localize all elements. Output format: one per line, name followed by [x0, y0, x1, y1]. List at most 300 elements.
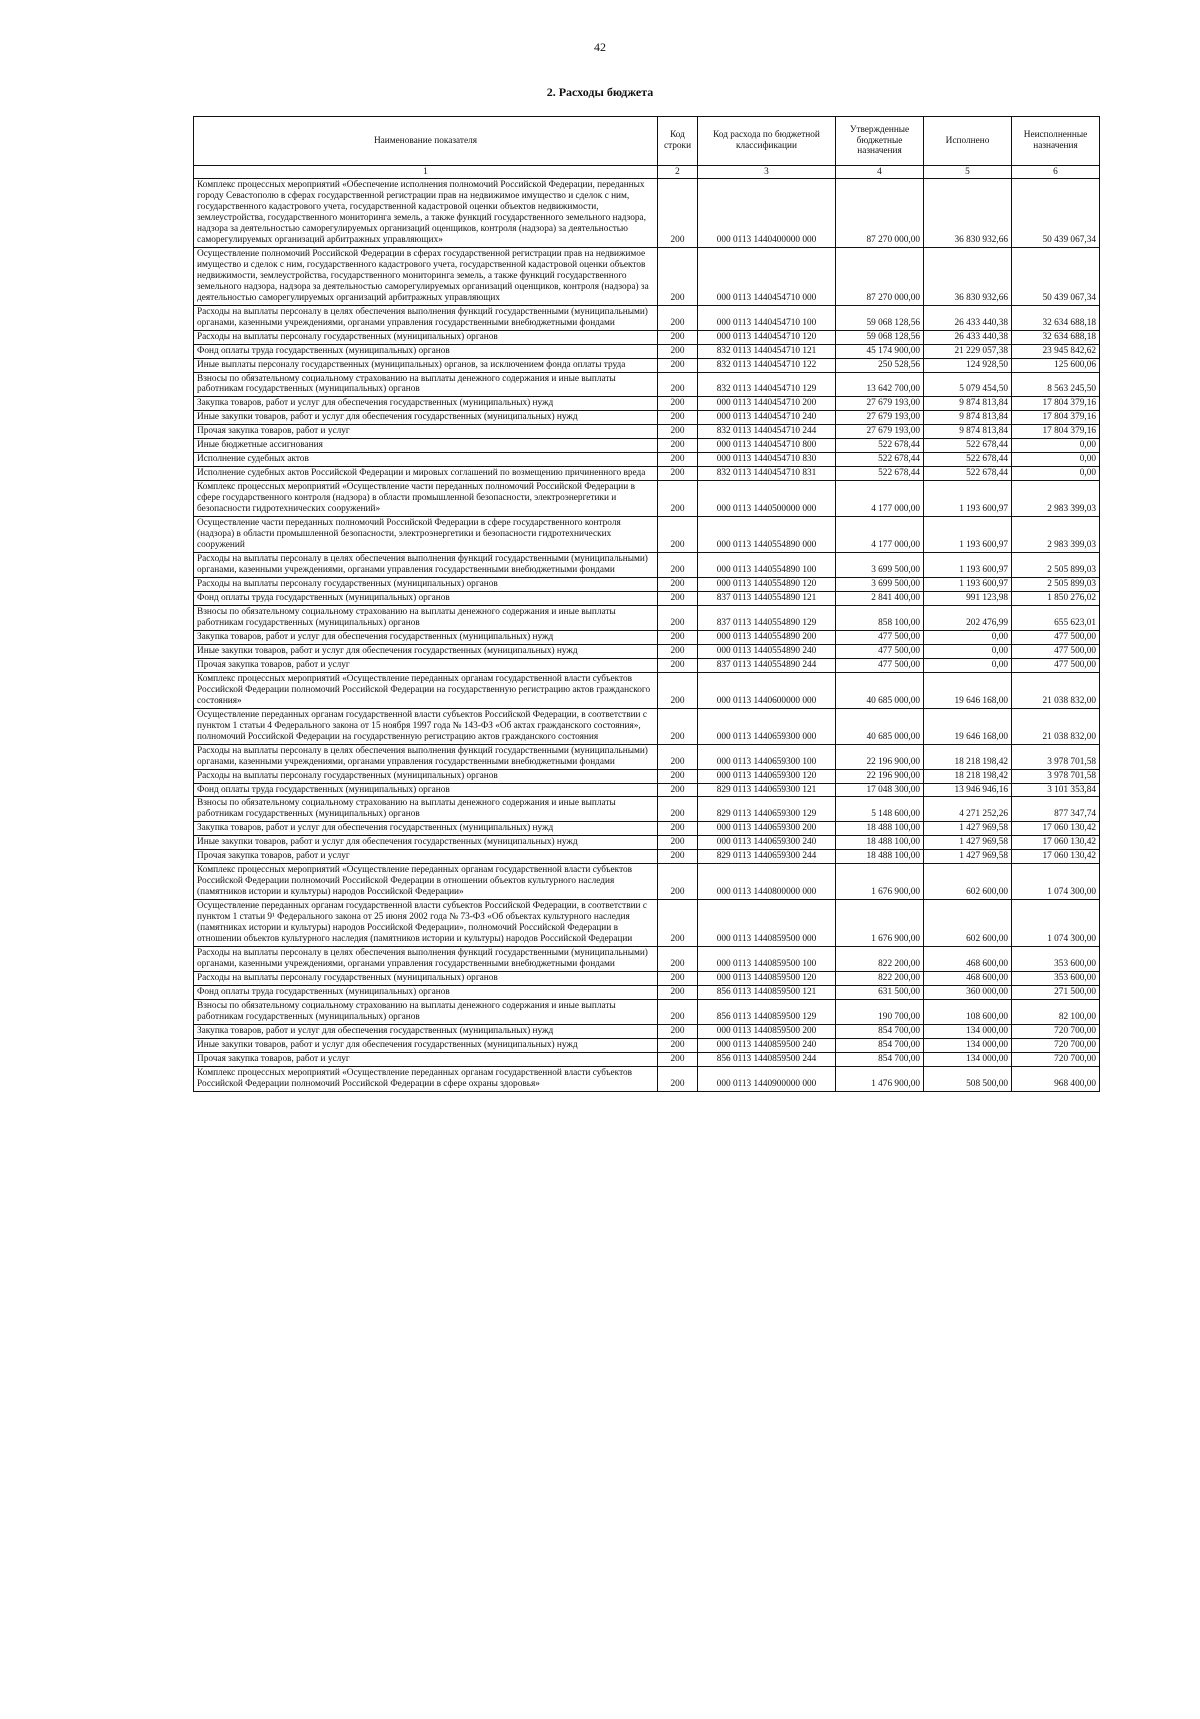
table-row	[194, 972, 1100, 986]
table-row	[194, 330, 1100, 344]
row-budget-code: 856 0113 1440859500 129	[698, 999, 836, 1024]
row-name: Иные бюджетные ассигнования	[194, 439, 658, 453]
row-executed: 1 427 969,58	[924, 836, 1012, 850]
row-executed: 202 476,99	[924, 605, 1012, 630]
table-row	[194, 411, 1100, 425]
row-budget-code: 837 0113 1440554890 121	[698, 591, 836, 605]
row-budget-code: 000 0113 1440859500 200	[698, 1024, 836, 1038]
row-line-code: 200	[658, 1024, 698, 1038]
header-name: Наименование показателя	[194, 117, 658, 166]
row-unexecuted: 477 500,00	[1012, 630, 1100, 644]
table-row	[194, 708, 1100, 744]
row-executed: 1 193 600,97	[924, 517, 1012, 553]
row-budget-code: 000 0113 1440554890 120	[698, 578, 836, 592]
row-name: Фонд оплаты труда государственных (муниципальных) органов	[194, 591, 658, 605]
row-approved: 4 177 000,00	[836, 517, 924, 553]
row-budget-code: 000 0113 1440454710 200	[698, 397, 836, 411]
table-body	[194, 179, 1100, 1092]
row-unexecuted: 17 804 379,16	[1012, 397, 1100, 411]
table-row	[194, 1066, 1100, 1091]
row-approved: 22 196 900,00	[836, 769, 924, 783]
row-executed: 36 830 932,66	[924, 179, 1012, 248]
row-unexecuted: 32 634 688,18	[1012, 305, 1100, 330]
row-unexecuted: 3 978 701,58	[1012, 769, 1100, 783]
row-approved: 22 196 900,00	[836, 744, 924, 769]
row-approved: 40 685 000,00	[836, 672, 924, 708]
row-name: Расходы на выплаты персоналу государственных (муниципальных) органов	[194, 330, 658, 344]
row-executed: 1 427 969,58	[924, 822, 1012, 836]
row-line-code: 200	[658, 453, 698, 467]
row-executed: 508 500,00	[924, 1066, 1012, 1091]
row-budget-code: 832 0113 1440454710 122	[698, 358, 836, 372]
row-line-code: 200	[658, 947, 698, 972]
row-name: Взносы по обязательному социальному страхованию на выплаты денежного содержания и иные выплаты работникам государственных (муниципальных) органов	[194, 605, 658, 630]
row-line-code: 200	[658, 1052, 698, 1066]
row-unexecuted: 2 505 899,03	[1012, 553, 1100, 578]
row-executed: 1 193 600,97	[924, 481, 1012, 517]
row-executed: 602 600,00	[924, 864, 1012, 900]
row-unexecuted: 17 804 379,16	[1012, 425, 1100, 439]
column-number: 1	[194, 166, 658, 179]
row-name: Иные закупки товаров, работ и услуг для обеспечения государственных (муниципальных) нужд	[194, 836, 658, 850]
row-name: Закупка товаров, работ и услуг для обеспечения государственных (муниципальных) нужд	[194, 397, 658, 411]
row-line-code: 200	[658, 972, 698, 986]
row-approved: 3 699 500,00	[836, 578, 924, 592]
row-budget-code: 000 0113 1440859500 100	[698, 947, 836, 972]
column-number: 6	[1012, 166, 1100, 179]
row-approved: 250 528,56	[836, 358, 924, 372]
row-line-code: 200	[658, 439, 698, 453]
table-row	[194, 947, 1100, 972]
row-budget-code: 000 0113 1440500000 000	[698, 481, 836, 517]
row-name: Исполнение судебных актов Российской Федерации и мировых соглашений по возмещению причиненного вреда	[194, 467, 658, 481]
row-unexecuted: 17 060 130,42	[1012, 850, 1100, 864]
row-budget-code: 856 0113 1440859500 121	[698, 986, 836, 1000]
row-approved: 18 488 100,00	[836, 822, 924, 836]
row-budget-code: 000 0113 1440454710 800	[698, 439, 836, 453]
row-unexecuted: 0,00	[1012, 439, 1100, 453]
table-row	[194, 179, 1100, 248]
row-unexecuted: 353 600,00	[1012, 947, 1100, 972]
row-executed: 9 874 813,84	[924, 397, 1012, 411]
table-row	[194, 783, 1100, 797]
row-name: Расходы на выплаты персоналу в целях обеспечения выполнения функций государственными (муниципальными) органами, казенными учреждениями, органами управления государственными внебюджетными фондами	[194, 553, 658, 578]
row-executed: 468 600,00	[924, 947, 1012, 972]
row-executed: 134 000,00	[924, 1024, 1012, 1038]
row-line-code: 200	[658, 744, 698, 769]
row-approved: 854 700,00	[836, 1052, 924, 1066]
row-budget-code: 000 0113 1440600000 000	[698, 672, 836, 708]
row-line-code: 200	[658, 517, 698, 553]
row-name: Комплекс процессных мероприятий «Осуществление части переданных полномочий Российской Федерации в сфере государственного контроля (надзора) в области промышленной безопасности, электроэнергетики и безопасности гидротехнических сооружений»	[194, 481, 658, 517]
row-budget-code: 000 0113 1440659300 200	[698, 822, 836, 836]
row-approved: 854 700,00	[836, 1024, 924, 1038]
table-row	[194, 344, 1100, 358]
table-row	[194, 658, 1100, 672]
row-unexecuted: 0,00	[1012, 467, 1100, 481]
row-executed: 522 678,44	[924, 467, 1012, 481]
column-number: 3	[698, 166, 836, 179]
row-line-code: 200	[658, 425, 698, 439]
row-unexecuted: 2 983 399,03	[1012, 481, 1100, 517]
row-approved: 631 500,00	[836, 986, 924, 1000]
row-name: Прочая закупка товаров, работ и услуг	[194, 658, 658, 672]
row-approved: 18 488 100,00	[836, 836, 924, 850]
row-approved: 59 068 128,56	[836, 305, 924, 330]
row-unexecuted: 82 100,00	[1012, 999, 1100, 1024]
row-line-code: 200	[658, 644, 698, 658]
row-executed: 124 928,50	[924, 358, 1012, 372]
row-budget-code: 000 0113 1440554890 000	[698, 517, 836, 553]
row-line-code: 200	[658, 605, 698, 630]
row-line-code: 200	[658, 864, 698, 900]
row-budget-code: 000 0113 1440659300 100	[698, 744, 836, 769]
row-unexecuted: 23 945 842,62	[1012, 344, 1100, 358]
page-number: 42	[594, 40, 606, 54]
table-row	[194, 1038, 1100, 1052]
row-unexecuted: 877 347,74	[1012, 797, 1100, 822]
row-approved: 13 642 700,00	[836, 372, 924, 397]
row-budget-code: 000 0113 1440800000 000	[698, 864, 836, 900]
row-name: Иные выплаты персоналу государственных (муниципальных) органов, за исключением фонда оплаты труда	[194, 358, 658, 372]
row-approved: 40 685 000,00	[836, 708, 924, 744]
row-line-code: 200	[658, 672, 698, 708]
row-name: Прочая закупка товаров, работ и услуг	[194, 850, 658, 864]
row-approved: 477 500,00	[836, 644, 924, 658]
row-approved: 1 476 900,00	[836, 1066, 924, 1091]
row-executed: 26 433 440,38	[924, 330, 1012, 344]
table-row	[194, 644, 1100, 658]
table-row	[194, 986, 1100, 1000]
row-budget-code: 000 0113 1440900000 000	[698, 1066, 836, 1091]
table-row	[194, 578, 1100, 592]
row-executed: 134 000,00	[924, 1052, 1012, 1066]
row-name: Комплекс процессных мероприятий «Осуществление переданных органам государственной власти субъектов Российской Федерации полномочий Российской Федерации на государственную регистрацию актов гражданского состояния»	[194, 672, 658, 708]
row-name: Взносы по обязательному социальному страхованию на выплаты денежного содержания и иные выплаты работникам государственных (муниципальных) органов	[194, 372, 658, 397]
row-executed: 13 946 946,16	[924, 783, 1012, 797]
row-line-code: 200	[658, 179, 698, 248]
row-executed: 108 600,00	[924, 999, 1012, 1024]
header-approved: Утвержденные бюджетные назначения	[836, 117, 924, 166]
row-budget-code: 000 0113 1440659300 240	[698, 836, 836, 850]
row-approved: 2 841 400,00	[836, 591, 924, 605]
row-line-code: 200	[658, 769, 698, 783]
row-name: Осуществление переданных органам государственной власти субъектов Российской Федерации, в соответствии с пунктом 1 статьи 9¹ Федерального закона от 25 июня 2002 года № 73-ФЗ «Об объектах культурного наследия (памятниках истории и культуры) народов Российской Федерации», полномочий Российской Федерации в отношении объектов культурного наследия (памятников истории и культуры) народов Российской Федерации	[194, 900, 658, 947]
row-approved: 18 488 100,00	[836, 850, 924, 864]
table-row	[194, 836, 1100, 850]
row-line-code: 200	[658, 305, 698, 330]
row-executed: 1 427 969,58	[924, 850, 1012, 864]
row-budget-code: 829 0113 1440659300 129	[698, 797, 836, 822]
row-approved: 858 100,00	[836, 605, 924, 630]
row-unexecuted: 3 101 353,84	[1012, 783, 1100, 797]
row-line-code: 200	[658, 986, 698, 1000]
row-unexecuted: 655 623,01	[1012, 605, 1100, 630]
row-executed: 0,00	[924, 630, 1012, 644]
row-unexecuted: 720 700,00	[1012, 1038, 1100, 1052]
row-budget-code: 832 0113 1440454710 244	[698, 425, 836, 439]
row-approved: 3 699 500,00	[836, 553, 924, 578]
row-line-code: 200	[658, 247, 698, 305]
row-executed: 9 874 813,84	[924, 425, 1012, 439]
row-executed: 21 229 057,38	[924, 344, 1012, 358]
row-budget-code: 000 0113 1440659300 120	[698, 769, 836, 783]
header-executed: Исполнено	[924, 117, 1012, 166]
row-executed: 0,00	[924, 658, 1012, 672]
row-unexecuted: 17 060 130,42	[1012, 822, 1100, 836]
row-name: Фонд оплаты труда государственных (муниципальных) органов	[194, 344, 658, 358]
row-line-code: 200	[658, 411, 698, 425]
row-executed: 991 123,98	[924, 591, 1012, 605]
column-number: 4	[836, 166, 924, 179]
table-row	[194, 630, 1100, 644]
row-budget-code: 000 0113 1440859500 240	[698, 1038, 836, 1052]
table-row	[194, 1024, 1100, 1038]
row-line-code: 200	[658, 999, 698, 1024]
row-executed: 522 678,44	[924, 453, 1012, 467]
row-line-code: 200	[658, 358, 698, 372]
row-approved: 27 679 193,00	[836, 397, 924, 411]
row-approved: 190 700,00	[836, 999, 924, 1024]
row-name: Комплекс процессных мероприятий «Осуществление переданных органам государственной власти субъектов Российской Федерации полномочий Российской Федерации в сфере охраны здоровья»	[194, 1066, 658, 1091]
table-row	[194, 850, 1100, 864]
row-executed: 468 600,00	[924, 972, 1012, 986]
row-line-code: 200	[658, 578, 698, 592]
row-line-code: 200	[658, 397, 698, 411]
table-row	[194, 358, 1100, 372]
row-approved: 522 678,44	[836, 439, 924, 453]
row-executed: 26 433 440,38	[924, 305, 1012, 330]
table-row	[194, 900, 1100, 947]
row-budget-code: 832 0113 1440454710 129	[698, 372, 836, 397]
row-budget-code: 000 0113 1440454710 240	[698, 411, 836, 425]
row-executed: 522 678,44	[924, 439, 1012, 453]
row-name: Расходы на выплаты персоналу государственных (муниципальных) органов	[194, 769, 658, 783]
row-unexecuted: 3 978 701,58	[1012, 744, 1100, 769]
header-line-code: Код строки	[658, 117, 698, 166]
table-row	[194, 999, 1100, 1024]
row-line-code: 200	[658, 836, 698, 850]
row-line-code: 200	[658, 344, 698, 358]
row-budget-code: 829 0113 1440659300 244	[698, 850, 836, 864]
row-approved: 854 700,00	[836, 1038, 924, 1052]
row-budget-code: 000 0113 1440454710 120	[698, 330, 836, 344]
row-unexecuted: 271 500,00	[1012, 986, 1100, 1000]
row-unexecuted: 968 400,00	[1012, 1066, 1100, 1091]
row-approved: 87 270 000,00	[836, 179, 924, 248]
row-name: Расходы на выплаты персоналу в целях обеспечения выполнения функций государственными (муниципальными) органами, казенными учреждениями, органами управления государственными внебюджетными фондами	[194, 305, 658, 330]
row-approved: 822 200,00	[836, 972, 924, 986]
row-unexecuted: 1 074 300,00	[1012, 900, 1100, 947]
row-approved: 477 500,00	[836, 630, 924, 644]
row-line-code: 200	[658, 630, 698, 644]
header-unexecuted: Неисполненные назначения	[1012, 117, 1100, 166]
row-name: Закупка товаров, работ и услуг для обеспечения государственных (муниципальных) нужд	[194, 1024, 658, 1038]
table-row	[194, 425, 1100, 439]
row-unexecuted: 32 634 688,18	[1012, 330, 1100, 344]
table-row	[194, 744, 1100, 769]
table-row	[194, 247, 1100, 305]
table-row	[194, 822, 1100, 836]
row-name: Фонд оплаты труда государственных (муниципальных) органов	[194, 986, 658, 1000]
row-budget-code: 832 0113 1440454710 121	[698, 344, 836, 358]
row-name: Прочая закупка товаров, работ и услуг	[194, 1052, 658, 1066]
table-row	[194, 305, 1100, 330]
row-executed: 18 218 198,42	[924, 744, 1012, 769]
table-row	[194, 397, 1100, 411]
row-budget-code: 000 0113 1440454710 000	[698, 247, 836, 305]
row-line-code: 200	[658, 822, 698, 836]
row-name: Осуществление части переданных полномочий Российской Федерации в сфере государственного контроля (надзора) в области промышленной безопасности, электроэнергетики и безопасности гидротехнических сооружений	[194, 517, 658, 553]
row-name: Комплекс процессных мероприятий «Обеспечение исполнения полномочий Российской Федерации, переданных городу Севастополю в сферах государственной регистрации прав на недвижимое имущество и сделок с ним, государственного кадастрового учета, государственной кадастровой оценки объектов недвижимости, землеустройства, государственного мониторинга земель, а также функций государственного земельного надзора, надзора за деятельностью саморегулируемых организаций оценщиков, контроля (надзора) за деятельностью саморегулируемых организаций арбитражных управляющих»	[194, 179, 658, 248]
row-budget-code: 000 0113 1440454710 100	[698, 305, 836, 330]
row-name: Закупка товаров, работ и услуг для обеспечения государственных (муниципальных) нужд	[194, 630, 658, 644]
row-unexecuted: 477 500,00	[1012, 658, 1100, 672]
section-title: 2. Расходы бюджета	[546, 85, 654, 99]
table-row	[194, 797, 1100, 822]
row-executed: 19 646 168,00	[924, 672, 1012, 708]
row-unexecuted: 17 804 379,16	[1012, 411, 1100, 425]
row-approved: 5 148 600,00	[836, 797, 924, 822]
row-unexecuted: 1 074 300,00	[1012, 864, 1100, 900]
table-row	[194, 864, 1100, 900]
row-line-code: 200	[658, 900, 698, 947]
row-budget-code: 000 0113 1440554890 240	[698, 644, 836, 658]
row-executed: 602 600,00	[924, 900, 1012, 947]
row-budget-code: 837 0113 1440554890 129	[698, 605, 836, 630]
row-unexecuted: 50 439 067,34	[1012, 247, 1100, 305]
row-name: Иные закупки товаров, работ и услуг для обеспечения государственных (муниципальных) нужд	[194, 1038, 658, 1052]
row-executed: 36 830 932,66	[924, 247, 1012, 305]
row-line-code: 200	[658, 330, 698, 344]
row-unexecuted: 353 600,00	[1012, 972, 1100, 986]
row-name: Расходы на выплаты персоналу государственных (муниципальных) органов	[194, 972, 658, 986]
header-budget-code: Код расхода по бюджетной классификации	[698, 117, 836, 166]
row-executed: 1 193 600,97	[924, 578, 1012, 592]
column-number: 2	[658, 166, 698, 179]
row-line-code: 200	[658, 481, 698, 517]
table-row	[194, 439, 1100, 453]
row-unexecuted: 2 505 899,03	[1012, 578, 1100, 592]
row-approved: 4 177 000,00	[836, 481, 924, 517]
table-row	[194, 769, 1100, 783]
row-approved: 1 676 900,00	[836, 864, 924, 900]
table-row	[194, 605, 1100, 630]
row-name: Расходы на выплаты персоналу государственных (муниципальных) органов	[194, 578, 658, 592]
row-name: Взносы по обязательному социальному страхованию на выплаты денежного содержания и иные выплаты работникам государственных (муниципальных) органов	[194, 999, 658, 1024]
table-row	[194, 481, 1100, 517]
row-unexecuted: 21 038 832,00	[1012, 672, 1100, 708]
row-approved: 17 048 300,00	[836, 783, 924, 797]
row-approved: 822 200,00	[836, 947, 924, 972]
table-row	[194, 467, 1100, 481]
table-row	[194, 672, 1100, 708]
row-unexecuted: 720 700,00	[1012, 1052, 1100, 1066]
row-name: Исполнение судебных актов	[194, 453, 658, 467]
row-executed: 9 874 813,84	[924, 411, 1012, 425]
budget-expenses-table	[193, 116, 1100, 1092]
row-unexecuted: 50 439 067,34	[1012, 179, 1100, 248]
row-unexecuted: 21 038 832,00	[1012, 708, 1100, 744]
row-line-code: 200	[658, 783, 698, 797]
row-line-code: 200	[658, 553, 698, 578]
row-name: Фонд оплаты труда государственных (муниципальных) органов	[194, 783, 658, 797]
row-approved: 477 500,00	[836, 658, 924, 672]
row-line-code: 200	[658, 372, 698, 397]
row-budget-code: 837 0113 1440554890 244	[698, 658, 836, 672]
row-unexecuted: 720 700,00	[1012, 1024, 1100, 1038]
row-budget-code: 000 0113 1440400000 000	[698, 179, 836, 248]
row-name: Иные закупки товаров, работ и услуг для обеспечения государственных (муниципальных) нужд	[194, 411, 658, 425]
row-executed: 19 646 168,00	[924, 708, 1012, 744]
row-budget-code: 856 0113 1440859500 244	[698, 1052, 836, 1066]
table-row	[194, 372, 1100, 397]
row-line-code: 200	[658, 591, 698, 605]
row-name: Прочая закупка товаров, работ и услуг	[194, 425, 658, 439]
row-executed: 18 218 198,42	[924, 769, 1012, 783]
table-row	[194, 1052, 1100, 1066]
row-budget-code: 000 0113 1440554890 100	[698, 553, 836, 578]
row-executed: 1 193 600,97	[924, 553, 1012, 578]
row-name: Осуществление переданных органам государственной власти субъектов Российской Федерации, в соответствии с пунктом 1 статьи 4 Федерального закона от 15 ноября 1997 года № 143-ФЗ «Об актах гражданского состояния», полномочий Российской Федерации на государственную регистрацию актов гражданского состояния	[194, 708, 658, 744]
row-name: Расходы на выплаты персоналу в целях обеспечения выполнения функций государственными (муниципальными) органами, казенными учреждениями, органами управления государственными внебюджетными фондами	[194, 744, 658, 769]
table-row	[194, 591, 1100, 605]
row-name: Комплекс процессных мероприятий «Осуществление переданных органам государственной власти субъектов Российской Федерации полномочий Российской Федерации в отношении объектов культурного наследия (памятников истории и культуры) народов Российской Федерации»	[194, 864, 658, 900]
row-line-code: 200	[658, 708, 698, 744]
row-approved: 1 676 900,00	[836, 900, 924, 947]
row-line-code: 200	[658, 1066, 698, 1091]
row-budget-code: 832 0113 1440454710 831	[698, 467, 836, 481]
table-row	[194, 517, 1100, 553]
row-approved: 27 679 193,00	[836, 411, 924, 425]
row-budget-code: 829 0113 1440659300 121	[698, 783, 836, 797]
row-line-code: 200	[658, 467, 698, 481]
row-approved: 27 679 193,00	[836, 425, 924, 439]
row-name: Осуществление полномочий Российской Федерации в сферах государственной регистрации прав на недвижимое имущество и сделок с ним, государственного кадастрового учета, государственной кадастровой оценки объектов недвижимости, землеустройства, государственного мониторинга земель, а также функций государственного земельного надзора, надзора за деятельностью саморегулируемых организаций оценщиков, контроля (надзора) за деятельностью саморегулируемых организаций арбитражных управляющих	[194, 247, 658, 305]
row-approved: 522 678,44	[836, 453, 924, 467]
row-budget-code: 000 0113 1440554890 200	[698, 630, 836, 644]
row-line-code: 200	[658, 658, 698, 672]
row-executed: 134 000,00	[924, 1038, 1012, 1052]
row-approved: 45 174 900,00	[836, 344, 924, 358]
row-unexecuted: 1 850 276,02	[1012, 591, 1100, 605]
row-unexecuted: 2 983 399,03	[1012, 517, 1100, 553]
table-row	[194, 453, 1100, 467]
row-line-code: 200	[658, 797, 698, 822]
row-unexecuted: 125 600,06	[1012, 358, 1100, 372]
table-header-row	[194, 117, 1100, 166]
row-name: Расходы на выплаты персоналу в целях обеспечения выполнения функций государственными (муниципальными) органами, казенными учреждениями, органами управления государственными внебюджетными фондами	[194, 947, 658, 972]
row-budget-code: 000 0113 1440859500 120	[698, 972, 836, 986]
row-budget-code: 000 0113 1440659300 000	[698, 708, 836, 744]
row-approved: 87 270 000,00	[836, 247, 924, 305]
row-name: Иные закупки товаров, работ и услуг для обеспечения государственных (муниципальных) нужд	[194, 644, 658, 658]
row-budget-code: 000 0113 1440859500 000	[698, 900, 836, 947]
column-number: 5	[924, 166, 1012, 179]
row-unexecuted: 17 060 130,42	[1012, 836, 1100, 850]
row-unexecuted: 0,00	[1012, 453, 1100, 467]
row-budget-code: 000 0113 1440454710 830	[698, 453, 836, 467]
row-approved: 522 678,44	[836, 467, 924, 481]
row-line-code: 200	[658, 850, 698, 864]
row-executed: 5 079 454,50	[924, 372, 1012, 397]
row-unexecuted: 477 500,00	[1012, 644, 1100, 658]
row-line-code: 200	[658, 1038, 698, 1052]
row-approved: 59 068 128,56	[836, 330, 924, 344]
row-unexecuted: 8 563 245,50	[1012, 372, 1100, 397]
row-executed: 0,00	[924, 644, 1012, 658]
column-number-row	[194, 166, 1100, 179]
